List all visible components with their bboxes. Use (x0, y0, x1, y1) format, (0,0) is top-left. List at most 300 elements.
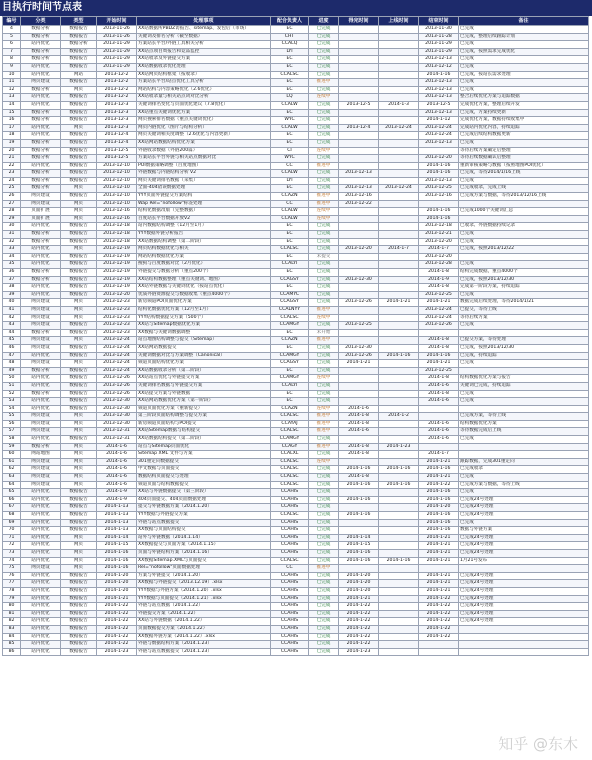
table-cell: 2014-1-22 (97, 603, 137, 611)
table-row (3, 291, 589, 299)
table-row (3, 580, 589, 588)
table-cell (379, 367, 419, 375)
table-cell: 73 (3, 549, 21, 557)
table-cell (379, 398, 419, 406)
table-row (3, 246, 589, 254)
table-cell: 2013-11-28 (419, 33, 459, 41)
table-cell: 网页 (61, 474, 97, 482)
table-cell (459, 253, 589, 261)
table-row (3, 86, 589, 94)
table-cell (379, 641, 419, 649)
table-cell: EC (271, 56, 309, 64)
table-cell: 2014-1-22 (97, 610, 137, 618)
table-cell: 已完成 (459, 436, 589, 444)
table-cell: 已完成 (309, 625, 339, 633)
table-cell: 2014-1-22 (97, 641, 137, 649)
table-cell: CCAGSY (271, 276, 309, 284)
column-header: 上线时间 (379, 17, 419, 26)
table-cell: 网站结构与内容策略优化（2.6优化） (137, 86, 271, 94)
table-cell: 数据报告 (61, 56, 97, 64)
table-cell (379, 314, 419, 322)
table-cell: 已完成 (309, 71, 339, 79)
table-cell: 频道页面与结构数据提交 (137, 481, 271, 489)
table-cell: EC (271, 139, 309, 147)
table-cell: XX数据与关键词数据调整 (137, 329, 271, 337)
table-cell (459, 215, 589, 223)
table-cell: 2014-1-20 (97, 572, 137, 580)
table-cell: 中文数据与页面提交 (137, 466, 271, 474)
table-cell: 37 (3, 276, 21, 284)
table-cell: 已完成后续结构数据更新 (459, 132, 589, 140)
table-cell: 数据报告 (61, 329, 97, 337)
table-cell: 78 (3, 587, 21, 595)
table-cell: XX站与外链数据（2014.1.22） (137, 618, 271, 626)
table-row (3, 185, 589, 193)
table-cell: 已完成 (309, 633, 339, 641)
table-cell: 站内优化 (21, 162, 61, 170)
table-cell: 12 (3, 86, 21, 94)
table-cell: CCAHIS (271, 489, 309, 497)
table-cell: 站内优化 (21, 284, 61, 292)
table-cell: 9 (3, 63, 21, 71)
table-cell: 55 (3, 413, 21, 421)
table-cell: 已完成 (309, 382, 339, 390)
table-cell: 2014-1-16 (419, 466, 459, 474)
table-cell (379, 587, 419, 595)
table-cell: YYY页面外链提交方案结构 (137, 193, 271, 201)
table-cell (379, 625, 419, 633)
table-cell: 2014-1-8 (339, 451, 379, 459)
table-cell (379, 48, 419, 56)
table-cell: 网页内链优化（图片与结构分析） (137, 124, 271, 132)
table-cell: CCAYAJ (271, 420, 309, 428)
table-cell: 连续中 (309, 405, 339, 413)
table-cell: 2014-1-21 (419, 587, 459, 595)
table-cell: 2013-12-5 (97, 155, 137, 163)
table-cell: 数据与外链方案 (459, 527, 589, 535)
table-cell: 2014-1-20 (339, 572, 379, 580)
table-cell: 2014-1-7 (419, 246, 459, 254)
table-cell (379, 504, 419, 512)
table-cell: 54 (3, 405, 21, 413)
table-cell: 2014-1-23 (97, 648, 137, 656)
table-cell: 已完成24号处理 (459, 512, 589, 520)
table-cell: YYY结构数据提交方案（500个） (137, 314, 271, 322)
table-cell: 2013-12-12 (419, 63, 459, 71)
table-cell: 57 (3, 428, 21, 436)
table-cell: 2014-1-22 (419, 603, 459, 611)
table-cell: 站内优化 (21, 41, 61, 49)
table-cell: 站内优化 (21, 436, 61, 444)
table-cell: 连续中 (309, 375, 339, 383)
table-cell: 全面-404错误数据处理 (137, 185, 271, 193)
table-cell (379, 360, 419, 368)
table-cell (339, 223, 379, 231)
table-cell (459, 565, 589, 573)
table-cell: 频道页面结构优化方案 (137, 360, 271, 368)
table-row (3, 618, 589, 626)
table-cell: 2014-1-22 (339, 610, 379, 618)
table-cell: 已完成 (459, 231, 589, 239)
table-cell: 推进中 (309, 413, 339, 421)
table-cell (459, 633, 589, 641)
table-cell: 数据报告 (61, 587, 97, 595)
table-cell (339, 139, 379, 147)
table-row (3, 375, 589, 383)
table-row (3, 549, 589, 557)
table-cell: XX站结构数据整理（重点关键词、地图） (137, 276, 271, 284)
table-cell: 2014-1-6 (419, 382, 459, 390)
table-cell: 58 (3, 436, 21, 444)
table-cell: 11 (3, 79, 21, 87)
table-cell: 网页 (61, 299, 97, 307)
table-cell: 已完成 (309, 109, 339, 117)
table-row (3, 162, 589, 170)
table-cell: 已完成 (309, 284, 339, 292)
table-cell: 2013-12-19 (97, 269, 137, 277)
table-cell: CCAHIS (271, 527, 309, 535)
table-cell: 2014-1-16 (379, 481, 419, 489)
table-cell: 已完成 (309, 519, 339, 527)
table-cell: 已完成24号处理 (459, 542, 589, 550)
table-cell: CCALNYY (271, 306, 309, 314)
table-cell: CCAHIS (271, 519, 309, 527)
table-cell: 2014-1-9 (97, 496, 137, 504)
table-cell (419, 648, 459, 656)
table-cell: 已完成，按站长需求处理 (459, 71, 589, 79)
table-cell: 30 (3, 223, 21, 231)
table-row (3, 633, 589, 641)
table-cell: 推进中 (309, 428, 339, 436)
table-cell: 2013-12-13 (419, 94, 459, 102)
table-cell (339, 231, 379, 239)
table-cell: 网页 (61, 86, 97, 94)
table-cell (339, 261, 379, 269)
table-cell: 2014-1-22 (419, 481, 459, 489)
table-cell: 2013-12-10 (97, 200, 137, 208)
table-cell: 61 (3, 458, 21, 466)
table-row (3, 200, 589, 208)
table-cell: 2014-1-16 (419, 527, 459, 535)
table-cell: XX站重点关键词优化方案 (137, 109, 271, 117)
table-cell: 2014-1-6 (97, 466, 137, 474)
table-cell: 85 (3, 641, 21, 649)
table-cell: 2013-12-26 (419, 322, 459, 330)
table-cell: 已完成 (309, 481, 339, 489)
table-cell: 已完成 (309, 238, 339, 246)
table-cell: 2013-12-21 (419, 231, 459, 239)
table-cell: 2013-12-19 (97, 261, 137, 269)
table-cell: 2014-1-22 (339, 641, 379, 649)
table-cell (379, 572, 419, 580)
table-cell (379, 132, 419, 140)
table-cell (339, 390, 379, 398)
table-cell: XX站数据结构提交（第二阶段） (137, 436, 271, 444)
table-cell: 72 (3, 542, 21, 550)
table-cell: 2014-1-20 (97, 587, 137, 595)
table-cell: 已完成 (459, 390, 589, 398)
table-cell: 2013-12-24 (97, 360, 137, 368)
table-cell: 2013-12-24 (419, 132, 459, 140)
table-cell: 网页 (61, 420, 97, 428)
table-cell: 数据报告 (61, 261, 97, 269)
table-cell: XX站数据收录分析（第二阶段） (137, 367, 271, 375)
table-cell: 数据分析 (21, 117, 61, 125)
table-cell: 81 (3, 610, 21, 618)
table-cell: 2014-1-22 (97, 618, 137, 626)
table-cell: EC (271, 86, 309, 94)
table-cell: 2013-12-13 (419, 177, 459, 185)
table-cell: 2013-12-26 (97, 375, 137, 383)
table-row (3, 489, 589, 497)
table-cell: 站内优化 (21, 405, 61, 413)
table-row (3, 337, 589, 345)
table-cell: 2014-1-13 (97, 512, 137, 520)
table-cell: 2013-12-23 (97, 329, 137, 337)
table-cell (379, 512, 419, 520)
table-row (3, 360, 589, 368)
table-row (3, 147, 589, 155)
table-cell: 2014-1-8 (339, 443, 379, 451)
table-cell: 已完成 (309, 474, 339, 482)
table-row (3, 352, 589, 360)
table-cell: 推进中 (309, 193, 339, 201)
table-row (3, 474, 589, 482)
table-cell: 2014-1-16 (419, 352, 459, 360)
table-cell: CCAHIS (271, 542, 309, 550)
table-cell: 18 (3, 132, 21, 140)
table-cell: 2013-12-3 (97, 109, 137, 117)
table-cell: 数据报告 (61, 26, 97, 34)
table-cell: 2013-12-25 (339, 322, 379, 330)
table-cell (379, 329, 419, 337)
table-cell: 已完成 (309, 618, 339, 626)
table-cell: 完成优化方案，数据持续收集中 (459, 117, 589, 125)
table-cell: 已完成，按照需求完成优化 (459, 48, 589, 56)
table-cell: 频道页面优化方案（重新提交） (137, 405, 271, 413)
table-cell: 网页建设 (21, 306, 61, 314)
table-cell: 已完成 (309, 595, 339, 603)
table-cell (339, 436, 379, 444)
table-cell: 2014-1-20 (419, 504, 459, 512)
table-cell: 数据报告 (61, 398, 97, 406)
table-cell: 已完成，按照2013/12/30 (459, 276, 589, 284)
table-cell: 2014-1-21 (419, 360, 459, 368)
table-cell: 2014-1-21 (419, 580, 459, 588)
table-cell: CCAHIS (271, 618, 309, 626)
table-cell: 数据分析 (21, 329, 61, 337)
table-cell: 2014-1-16 (339, 481, 379, 489)
table-cell: 2013-12-3 (97, 124, 137, 132)
table-cell: YYY数据与外链方案（2014.1.20）.xlsx (137, 587, 271, 595)
table-cell: CC (271, 565, 309, 573)
table-cell: 2014-1-15 (97, 542, 137, 550)
table-cell: 已完成 (459, 139, 589, 147)
table-cell: 2013-12-20 (419, 155, 459, 163)
table-cell (339, 337, 379, 345)
table-cell: WYC (271, 155, 309, 163)
table-cell (379, 223, 419, 231)
table-cell: 2013-12-13 (339, 170, 379, 178)
table-cell: 网页 (61, 314, 97, 322)
table-cell (379, 139, 419, 147)
table-cell: 2014-1-22 (339, 618, 379, 626)
table-cell: 15 (3, 109, 21, 117)
table-cell: 2013-12-26 (339, 352, 379, 360)
table-cell: 已完成 (459, 474, 589, 482)
table-cell (379, 261, 419, 269)
table-cell: 2014-1-13 (97, 527, 137, 535)
table-cell (339, 26, 379, 34)
table-cell: 已完成，等待2014/1/16上线 (459, 170, 589, 178)
table-cell: 数据报告 (61, 489, 97, 497)
table-cell: 2013-12-16 (97, 208, 137, 216)
table-cell: CCALSC (271, 413, 309, 421)
table-row (3, 390, 589, 398)
table-cell: 数据完成后续处理，等待2014/1/21 (459, 299, 589, 307)
table-cell: 网页 (61, 557, 97, 565)
table-cell: 已完成 (459, 398, 589, 406)
table-cell: 推进中 (309, 162, 339, 170)
table-cell: CCALSC (271, 466, 309, 474)
table-cell: 已完成 (309, 101, 339, 109)
table-row (3, 26, 589, 34)
table-cell (379, 648, 419, 656)
table-cell: 2014-1-7 (419, 451, 459, 459)
table-cell: 数据分析 (21, 86, 61, 94)
table-cell (379, 618, 419, 626)
table-cell (339, 314, 379, 322)
table-cell: 网页 (61, 542, 97, 550)
table-cell: 已完成 (459, 291, 589, 299)
table-cell: 已完成24号处理 (459, 504, 589, 512)
table-cell: 站内优化 (21, 132, 61, 140)
table-cell (339, 306, 379, 314)
table-cell: 数据报告 (61, 618, 97, 626)
table-cell: 数据分析 (21, 231, 61, 239)
table-cell: 2013-12-30 (97, 413, 137, 421)
table-cell (459, 625, 589, 633)
table-cell: 已完成 (309, 223, 339, 231)
table-cell (339, 215, 379, 223)
table-cell: 2013-12-30 (97, 405, 137, 413)
table-cell: 2013-12-28 (419, 261, 459, 269)
table-cell (339, 155, 379, 163)
table-cell: 2014-1-16 (419, 162, 459, 170)
table-cell: 2013-12-24 (97, 367, 137, 375)
table-cell: 2014-1-8 (419, 284, 459, 292)
table-cell: 67 (3, 504, 21, 512)
table-cell: 39 (3, 291, 21, 299)
table-cell (379, 208, 419, 216)
table-cell: 82 (3, 618, 21, 626)
table-cell (339, 565, 379, 573)
table-cell: 2013-12-4 (97, 139, 137, 147)
table-cell: 数据报告 (61, 625, 97, 633)
table-cell: 2014-1-6 (419, 398, 459, 406)
table-cell: EC (271, 398, 309, 406)
table-cell: 48 (3, 360, 21, 368)
table-cell: 17 (3, 124, 21, 132)
table-cell: 2013-12-24 (97, 344, 137, 352)
table-cell: 数据报告 (61, 132, 97, 140)
table-cell: 网页 (61, 215, 97, 223)
table-cell: CCAHIS (271, 633, 309, 641)
table-cell: XX站点项目周报告和竞品监控 (137, 48, 271, 56)
table-cell: 网站地图 (21, 451, 61, 459)
table-row (3, 48, 589, 56)
table-row (3, 382, 589, 390)
table-cell (379, 41, 419, 49)
table-cell (339, 329, 379, 337)
table-cell: 数据报告 (61, 162, 97, 170)
table-cell: XX数据与外链提交（2013.12.19）.xlsx (137, 580, 271, 588)
table-cell: 数据分析 (21, 56, 61, 64)
column-header: 分类 (21, 17, 61, 26)
table-cell: EC (271, 223, 309, 231)
table-cell (339, 367, 379, 375)
table-cell: 站内优化 (21, 382, 61, 390)
table-row (3, 329, 589, 337)
table-cell: 完成站内优化内容，持续追踪 (459, 124, 589, 132)
table-cell: 网页 (61, 565, 97, 573)
table-cell: 等待后续数据确认后整理 (459, 155, 589, 163)
table-cell: 数据报告 (61, 610, 97, 618)
table-cell: 推进中 (309, 337, 339, 345)
table-cell: 2014-1-6 (419, 428, 459, 436)
table-cell: 2014-1-6 (419, 436, 459, 444)
table-cell: 网页 (61, 534, 97, 542)
table-cell: XX站网页结构框架（按收录） (137, 71, 271, 79)
table-cell: 站内优化 (21, 512, 61, 520)
column-header: 配合负责人 (271, 17, 309, 26)
table-cell: 结构化数据改版（完整数据） (137, 208, 271, 216)
table-cell (379, 534, 419, 542)
table-cell: 2013-12-18 (97, 223, 137, 231)
table-cell (419, 413, 459, 421)
table-cell: 网页 (61, 208, 97, 216)
table-cell: 站内优化 (21, 542, 61, 550)
table-cell: CCAHIS (271, 603, 309, 611)
table-cell: 数据分析 (21, 147, 61, 155)
table-cell (379, 200, 419, 208)
page-title: 目执行时间节点表 (0, 0, 592, 16)
table-cell: 数据分析 (21, 33, 61, 41)
table-cell: 已完成 (309, 261, 339, 269)
table-cell: 2014-1-21 (419, 572, 459, 580)
table-cell (339, 162, 379, 170)
table-cell (379, 549, 419, 557)
table-cell: 已完成24号处理 (459, 610, 589, 618)
table-cell: 2013-12-5 (419, 101, 459, 109)
table-cell: 已完成 (309, 549, 339, 557)
table-cell: 外链与站点数据（2014.1.22） (137, 603, 271, 611)
table-cell: 2013-11-29 (97, 48, 137, 56)
table-cell: 站内优化 (21, 618, 61, 626)
table-cell: 2013-12-2 (97, 94, 137, 102)
table-cell: 2014-1-16 (419, 496, 459, 504)
table-cell: CCAHIS (271, 610, 309, 618)
table-cell: CCALSC (271, 557, 309, 565)
table-cell: CCAHIS (271, 641, 309, 649)
column-header: 进度 (309, 17, 339, 26)
table-cell: 站内优化 (21, 633, 61, 641)
table-cell: 外链与站点数据提交（2014.1.23） (137, 648, 271, 656)
table-cell: 2013-12-13 (419, 79, 459, 87)
table-cell: 已完成24号处理 (459, 587, 589, 595)
table-cell: 已完成 (309, 139, 339, 147)
table-cell: 推进中 (309, 79, 339, 87)
